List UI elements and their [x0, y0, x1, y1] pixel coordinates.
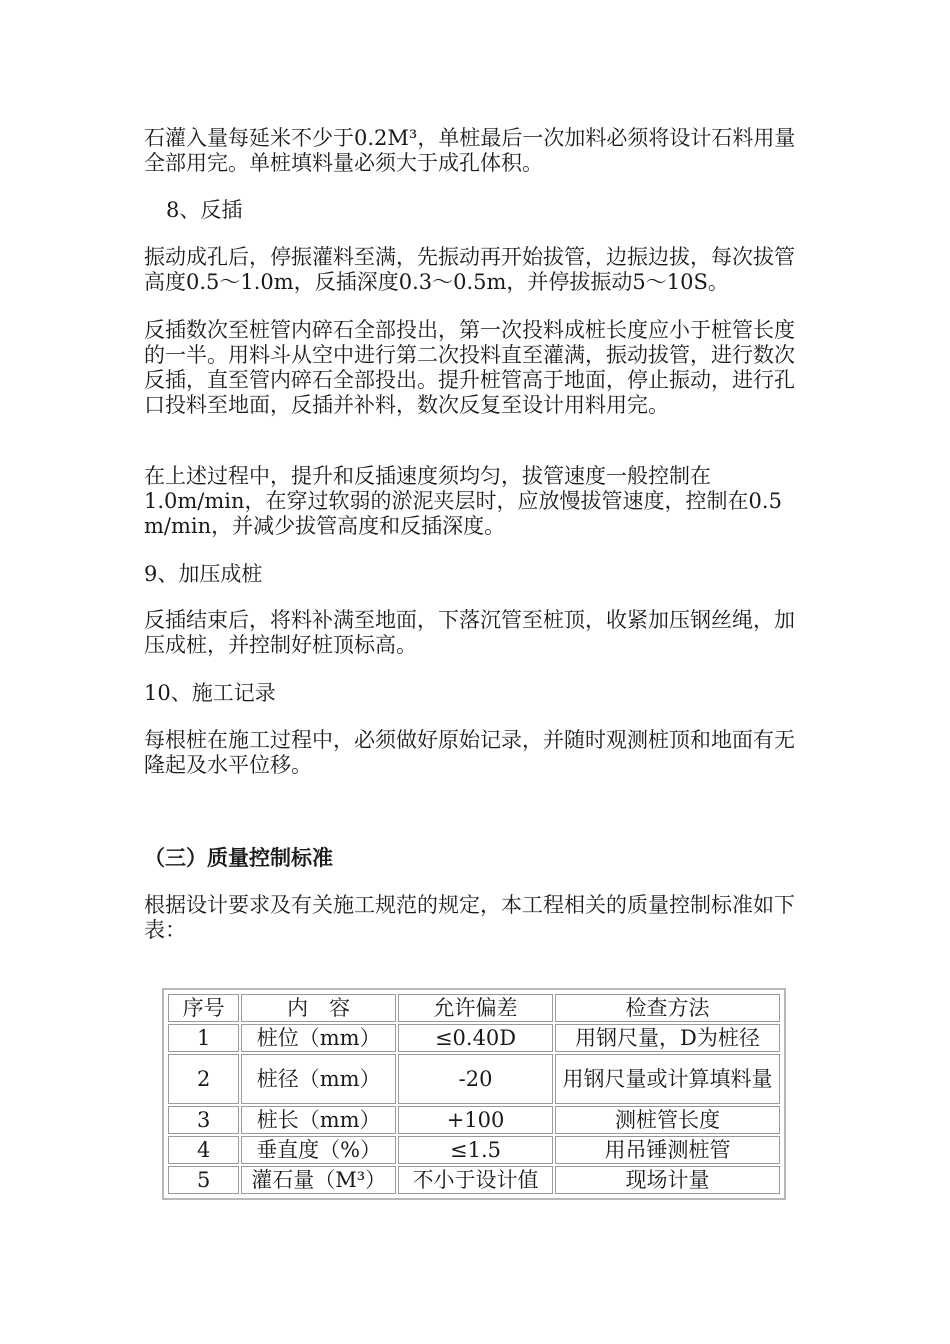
- quality-table-frame: [162, 988, 786, 1200]
- heading-construction-record: 10、施工记录: [144, 681, 276, 705]
- cell-content: 垂直度（%）: [241, 1136, 396, 1164]
- cell-method: 现场计量: [555, 1166, 780, 1194]
- header-method: 检查方法: [555, 994, 780, 1022]
- heading-pressurize: 9、加压成桩: [144, 562, 263, 586]
- table-header-row: [168, 994, 780, 1022]
- table-row: [168, 1024, 780, 1052]
- cell-tolerance: ≤0.40D: [398, 1024, 553, 1052]
- cell-content: 桩径（mm）: [241, 1054, 396, 1104]
- table-row: [168, 1166, 780, 1194]
- heading-reverse-insert: 8、反插: [166, 198, 243, 222]
- table-row: [168, 1136, 780, 1164]
- cell-content: 桩位（mm）: [241, 1024, 396, 1052]
- cell-no: 3: [168, 1106, 239, 1134]
- paragraph-reverse-insert-steps: 反插数次至桩管内碎石全部投出，第一次投料成桩长度应小于桩管长度的一半。用料斗从空中进行第二次投料直至灌满，振动拔管，进行数次反插，直至管内碎石全部投出。提升桩管高于地面，停止振动，进行孔口投料至地面，反插并补料，数次反复至设计用料用完。: [144, 318, 795, 417]
- table-row: [168, 1106, 780, 1134]
- header-no: 序号: [168, 994, 239, 1022]
- cell-no: 1: [168, 1024, 239, 1052]
- header-tolerance: 允许偏差: [398, 994, 553, 1022]
- cell-tolerance: +100: [398, 1106, 553, 1134]
- cell-no: 2: [168, 1054, 239, 1104]
- paragraph-vibration: 振动成孔后，停振灌料至满，先振动再开始拔管，边振边拔，每次拔管高度0.5～1.0m，反插深度0.3～0.5m，并停拔振动5～10S。: [144, 245, 795, 294]
- quality-control-table: [166, 992, 782, 1196]
- paragraph-pressurize: 反插结束后，将料补满至地面，下落沉管至桩顶，收紧加压钢丝绳，加压成桩，并控制好桩顶标高。: [144, 608, 795, 657]
- cell-content: 桩长（mm）: [241, 1106, 396, 1134]
- cell-tolerance: ≤1.5: [398, 1136, 553, 1164]
- cell-no: 5: [168, 1166, 239, 1194]
- cell-method: 用钢尺量或计算填料量: [555, 1054, 780, 1104]
- paragraph-stone-fill: 石灌入量每延米不少于0.2M³，单桩最后一次加料必须将设计石料用量全部用完。单桩填料量必须大于成孔体积。: [144, 126, 796, 175]
- cell-method: 用钢尺量，D为桩径: [555, 1024, 780, 1052]
- paragraph-speed-control: 在上述过程中，提升和反插速度须均匀，拔管速度一般控制在1.0m/min，在穿过软弱的淤泥夹层时，应放慢拔管速度，控制在0.5 m/min，并减少拔管高度和反插深度。: [144, 464, 782, 538]
- paragraph-quality-intro: 根据设计要求及有关施工规范的规定，本工程相关的质量控制标准如下表：: [144, 893, 795, 942]
- cell-method: 用吊锤测桩管: [555, 1136, 780, 1164]
- section-title-quality: （三）质量控制标准: [144, 846, 333, 870]
- cell-content: 灌石量（M³）: [241, 1166, 396, 1194]
- cell-method: 测桩管长度: [555, 1106, 780, 1134]
- cell-no: 4: [168, 1136, 239, 1164]
- table-row: [168, 1054, 780, 1104]
- header-content: 内 容: [241, 994, 396, 1022]
- cell-tolerance: -20: [398, 1054, 553, 1104]
- cell-tolerance: 不小于设计值: [398, 1166, 553, 1194]
- paragraph-record: 每根桩在施工过程中，必须做好原始记录，并随时观测桩顶和地面有无隆起及水平位移。: [144, 728, 795, 777]
